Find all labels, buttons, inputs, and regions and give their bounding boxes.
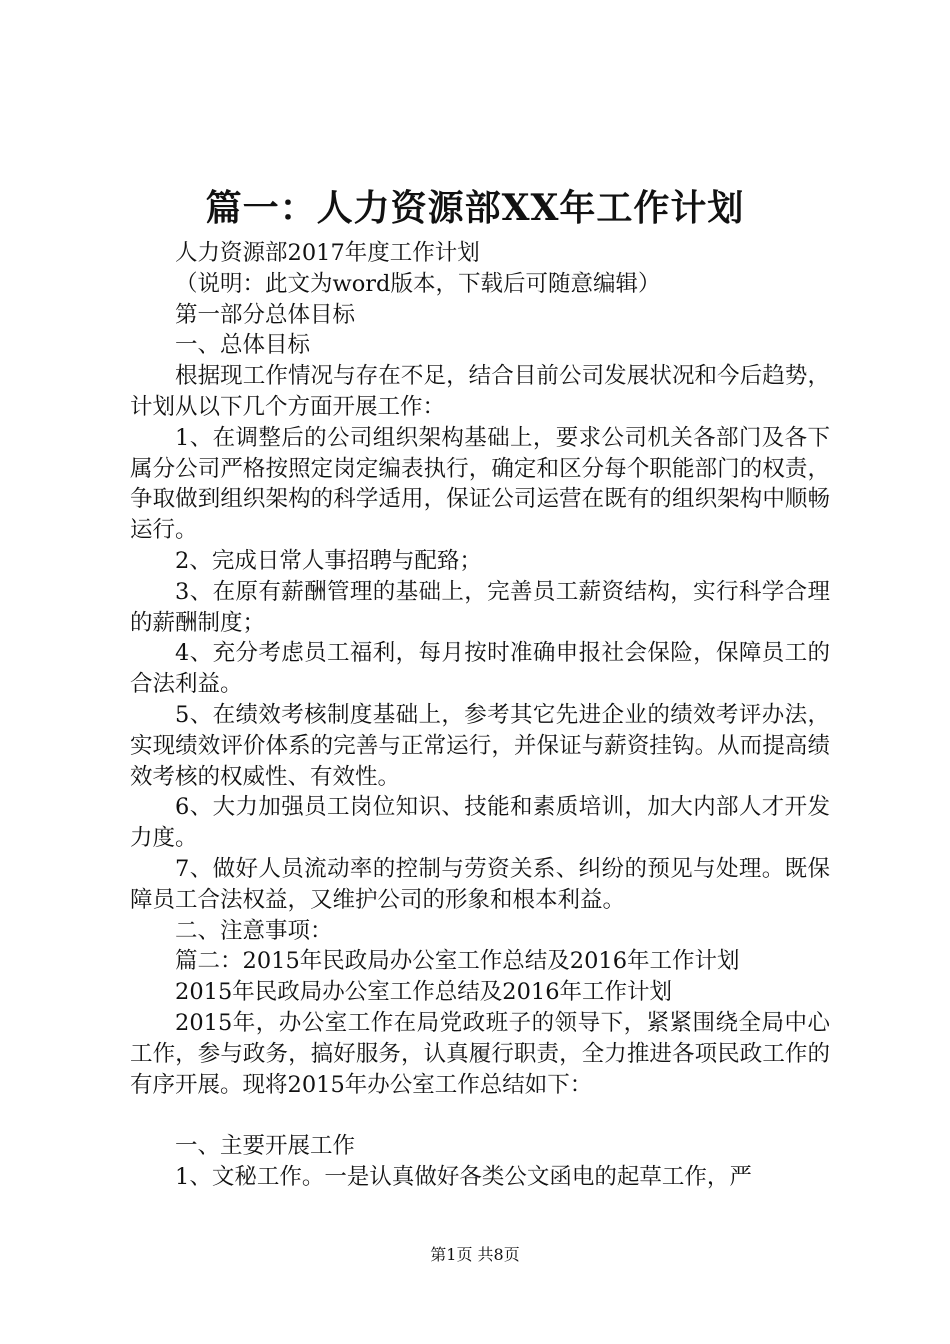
page-footer: 第1页 共8页 xyxy=(430,1245,520,1264)
paragraph: 第一部分总体目标 xyxy=(175,301,356,328)
document-title: 篇一：人力资源部XX年工作计划 xyxy=(205,187,745,229)
paragraph: 根据现工作情况与存在不足，结合目前公司发展状况和今后趋势，计划从以下几个方面开展工作： xyxy=(130,363,830,420)
paragraph: 篇二：2015年民政局办公室工作总结及2016年工作计划 xyxy=(175,948,740,975)
paragraph: 4、充分考虑员工福利，每月按时准确申报社会保险，保障员工的合法利益。 xyxy=(130,640,830,698)
paragraph: 7、做好人员流动率的控制与劳资关系、纠纷的预见与处理。既保障员工合法权益，又维护公司的形象和根本利益。 xyxy=(130,855,830,913)
paragraph: 3、在原有薪酬管理的基础上，完善员工薪资结构，实行科学合理的薪酬制度； xyxy=(130,578,830,636)
paragraph: 一、总体目标 xyxy=(175,332,311,359)
paragraph: 2015年，办公室工作在局党政班子的领导下，紧紧围绕全局中心工作，参与政务，搞好服务，认真履行职责，全力推进各项民政工作的有序开展。现将2015年办公室工作总结如下： xyxy=(130,1009,830,1098)
paragraph: 2、完成日常人事招聘与配臵； xyxy=(175,547,482,574)
document-body xyxy=(130,238,830,1193)
paragraph: （说明：此文为word版本，下载后可随意编辑） xyxy=(175,270,661,297)
paragraph: 人力资源部2017年度工作计划 xyxy=(175,240,480,266)
paragraph: 6、大力加强员工岗位知识、技能和素质培训，加大内部人才开发力度。 xyxy=(130,794,830,852)
paragraph: 1、文秘工作。一是认真做好各类公文函电的起草工作，严 xyxy=(175,1163,752,1190)
paragraph: 二、注意事项： xyxy=(175,917,333,944)
paragraph: 一、主要开展工作 xyxy=(175,1133,356,1160)
paragraph: 1、在调整后的公司组织架构基础上，要求公司机关各部门及各下属分公司严格按照定岗定编表执行，确定和区分每个职能部门的权责，争取做到组织架构的科学适用，保证公司运营在既有的组织架构中顺畅运行。 xyxy=(130,424,830,544)
paragraph: 2015年民政局办公室工作总结及2016年工作计划 xyxy=(175,979,673,1006)
paragraph: 5、在绩效考核制度基础上，参考其它先进企业的绩效考评办法，实现绩效评价体系的完善与正常运行，并保证与薪资挂钩。从而提高绩效考核的权威性、有效性。 xyxy=(130,701,830,790)
